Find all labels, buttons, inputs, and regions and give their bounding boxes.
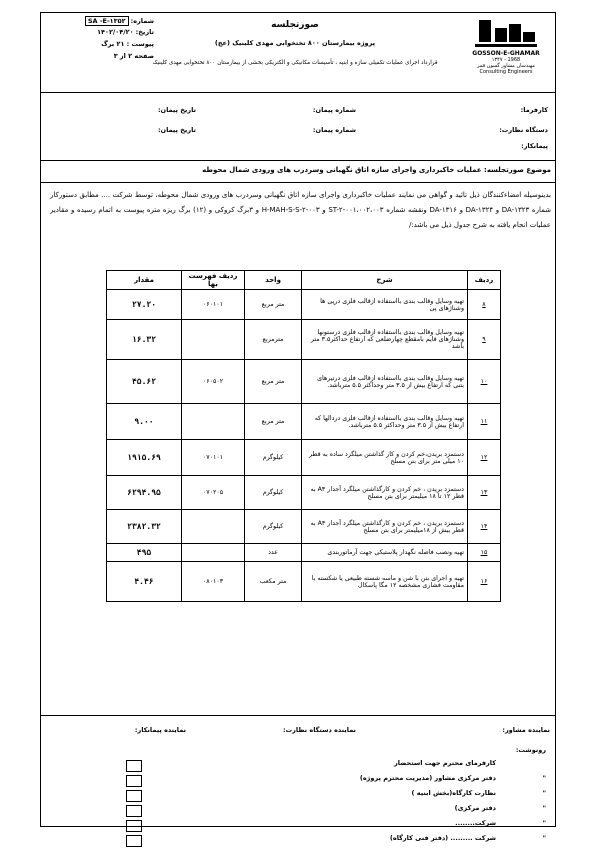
copy-item xyxy=(126,759,546,774)
logo-year: ۱۳۴۷ - 1968 xyxy=(491,57,521,63)
copy-ditto: " xyxy=(542,804,546,812)
copy-item xyxy=(126,774,546,789)
cell-row: ۹ xyxy=(468,320,501,360)
cell-qty: ۱۶.۳۲ xyxy=(107,320,182,360)
cell-code: ۰۷۰۲۰۵ xyxy=(182,476,245,510)
header xyxy=(40,12,556,93)
cell-unit: متر مربع xyxy=(245,360,302,404)
cell-qty: ۴.۴۶ xyxy=(107,562,182,602)
copy-ditto: " xyxy=(542,819,546,827)
quantities-table xyxy=(106,270,501,602)
copies-label: رونوشت: xyxy=(515,746,546,754)
table-row xyxy=(107,360,501,404)
cell-unit: متر مکعب xyxy=(245,562,302,602)
cell-unit: کیلوگرم xyxy=(245,440,302,476)
contract-date-1: تاریخ پیمان: xyxy=(157,106,196,114)
cell-code xyxy=(182,510,245,544)
cell-row: ۱۶ xyxy=(468,562,501,602)
project-name: پروژه بیمارستان ۸۰۰ تختخوابی مهدی کلینیک (عج) xyxy=(214,39,376,47)
table-row xyxy=(107,320,501,360)
copy-text: نظارت کارگاه(بخش ابنیه ) xyxy=(411,789,496,797)
cell-row: ۸ xyxy=(468,290,501,320)
cell-qty: ۲۳۸۲.۳۲ xyxy=(107,510,182,544)
cell-code xyxy=(182,404,245,440)
contract-no-2: شماره پیمان: xyxy=(312,126,356,134)
cell-desc: تهیه ونصب فاصله نگهدار پلاستیکی جهت آرماتوربندی xyxy=(302,544,468,562)
consultant-rep: نماینده مشاور: xyxy=(502,726,550,734)
copy-text: شرکت........ xyxy=(455,819,496,827)
cell-desc: تهیه وسایل وقالب بندی بااستفاده ازقالب فلزی درپی ها وشناژهای پی xyxy=(302,290,468,320)
cell-qty: ۴۵.۶۲ xyxy=(107,360,182,404)
table-row xyxy=(107,510,501,544)
divider xyxy=(40,182,556,183)
cell-qty: ۱۹۱۵.۶۹ xyxy=(107,440,182,476)
table-row xyxy=(107,476,501,510)
copy-checkbox[interactable] xyxy=(126,775,142,787)
cell-desc: تهیه وسایل وقالب بندی بااستفاده ازقالب فلزی درتیرهای بتنی که ارتفاع بیش از ۳.۵ متر وحداکثر ۵.۵ مترباشد. xyxy=(302,360,468,404)
contract-date-2: تاریخ پیمان: xyxy=(157,126,196,134)
copy-checkbox[interactable] xyxy=(126,790,142,802)
date-value: ۱۴۰۲/۰۴/۲۰ xyxy=(97,28,134,36)
cell-code: ۰۶۰۱۰۱ xyxy=(182,290,245,320)
cell-unit: عدد xyxy=(245,544,302,562)
copy-checkbox[interactable] xyxy=(126,760,142,772)
copy-text: دفتر مرکزی مشاور (مدیریت محترم پروژه) xyxy=(359,774,496,782)
cell-desc: تهیه و اجرای بتن با شن و ماسه شسته طبیعی یا شکسته با مقاومت فشاری مشخصه ۱۲ مگا پاسکال xyxy=(302,562,468,602)
table-row xyxy=(107,562,501,602)
cell-desc: تهیه وسایل وقالب بندی بااستفاده ازقالب فلزی دردالها که ارتفاع بیش از ۳.۵ متر وحداکثر ۵.۵ مترباشد. xyxy=(302,404,468,440)
cell-row: ۱۳ xyxy=(468,476,501,510)
cell-code xyxy=(182,544,245,562)
cell-row: ۱۰ xyxy=(468,360,501,404)
subject: موضوع صورتجلسه: عملیات خاکبرداری واجرای سازه اتاق نگهبانی وسردرب های ورودی شمال محوطه xyxy=(202,166,551,174)
cell-unit: متر مربع xyxy=(245,404,302,440)
contractor-label: پیمانکار: xyxy=(521,142,548,150)
date-label: تاریخ: xyxy=(135,28,154,36)
cell-row: ۱۴ xyxy=(468,510,501,544)
cell-code xyxy=(182,320,245,360)
cell-unit: مترمربع xyxy=(245,320,302,360)
copy-text: دفتر مرکزی) xyxy=(454,804,496,812)
table-row xyxy=(107,544,501,562)
col-qty: مقدار xyxy=(107,271,182,290)
cell-qty: ۹.۰۰ xyxy=(107,404,182,440)
cell-qty: ۶۲۹۴.۹۵ xyxy=(107,476,182,510)
cell-unit: کیلوگرم xyxy=(245,510,302,544)
page-number: صفحه ۲ از ۳ xyxy=(113,52,154,60)
col-row: ردیف xyxy=(468,271,501,290)
contract-name: قرارداد اجرای عملیات تکمیلی سازه و ابنیه ، تأسیسات مکانیکی و الکتریکی بخشی از بیمارستان ۸۰۰ تختخوابی مهدی کلینیک xyxy=(152,60,438,66)
copy-checkbox[interactable] xyxy=(126,805,142,817)
number-value: SA -E-۱۳۵۲ xyxy=(85,16,129,26)
logo-name: GOSSON-E-GHAMAR xyxy=(472,50,540,57)
logo-fa: مهندسان مشاور گسون قمر xyxy=(477,63,535,69)
company-logo xyxy=(462,16,550,86)
cell-desc: دستمزد بریدن ، خم کردن و کارگذاشتن میلگرد آجدار A۳ به قطر بیش از ۱۸میلیمتر برای بتن مسلح xyxy=(302,510,468,544)
col-code: ردیف فهرست بها xyxy=(182,271,245,290)
cell-row: ۱۲ xyxy=(468,440,501,476)
attachment-count: پیوست : ۲۱ برگ xyxy=(101,40,154,48)
cell-qty: ۲۷.۲۰ xyxy=(107,290,182,320)
cell-row: ۱۵ xyxy=(468,544,501,562)
copy-text: شرکت ......... (دفتر فنی کارگاه) xyxy=(389,834,496,842)
supervisor-label: دستگاه نظارت: xyxy=(499,126,548,134)
cell-unit: متر مربع xyxy=(245,290,302,320)
logo-en: Consulting Engineers xyxy=(479,69,533,75)
copy-ditto: " xyxy=(542,834,546,842)
number-label: شماره: xyxy=(130,17,154,25)
cell-row: ۱۱ xyxy=(468,404,501,440)
supervisor-rep: نماینده دستگاه نظارت: xyxy=(283,726,356,734)
cell-code: ۰۶۰۵۰۲ xyxy=(182,360,245,404)
copy-item xyxy=(126,804,546,819)
contract-info xyxy=(40,92,556,161)
cell-code: ۰۷۰۱۰۱ xyxy=(182,440,245,476)
cell-desc: دستمزد بریدن ، خم کردن و کارگذاشتن میلگرد آجدار A۳ به قطر ۱۲ تا ۱۸ میلیمتر برای بتن مسلح xyxy=(302,476,468,510)
page-title: صورتجلسه xyxy=(271,20,319,30)
copy-ditto: " xyxy=(542,774,546,782)
copies-list xyxy=(126,746,546,849)
employer-label: کارفرما: xyxy=(520,106,548,114)
contractor-rep: نماینده پیمانکار: xyxy=(134,726,186,734)
table-row xyxy=(107,404,501,440)
body-text: بدینوسیله امضاءکنندگان ذیل تائید و گواهی می نمایند عملیات خاکبرداری واجرای سازه اتاق نگهبانی وسردرب های ورودی شمال محوطه، توسط شرکت .... مطابق دستورکار شماره DA-۱۳۲۳ و DA-۱۳۲۴ و DA-۱۳۱۶ ونقشه شماره ST-۲-۰۰۱،۰۰۲،۰۰۳ و H-MAH-S-S-۲-۰۰۳ و ۳برگ کروکی و (۱۲) برگ ریزه متره پیوست به اتمام رسیده و مقادیر عملیات انجام یافته به شرح جدول ذیل می باشد:/ xyxy=(50,191,551,229)
table-row xyxy=(107,440,501,476)
cell-qty: ۴۹۵ xyxy=(107,544,182,562)
copy-checkbox[interactable] xyxy=(126,835,142,847)
header-meta xyxy=(44,16,154,64)
table-row xyxy=(107,290,501,320)
copy-text: کارفرمای محترم جهت استحضار xyxy=(393,759,496,767)
cell-desc: تهیه وسایل وقالب بندی بااستفاده ازقالب فلزی درستونها وشناژهای قایم بامقطع چهارضلعی که ارتفاع حداکثر۳.۵ متر باشد xyxy=(302,320,468,360)
copy-checkbox[interactable] xyxy=(126,820,142,832)
copy-item xyxy=(126,789,546,804)
contract-no-1: شماره پیمان: xyxy=(312,106,356,114)
copy-item xyxy=(126,819,546,834)
col-unit: واحد xyxy=(245,271,302,290)
footer xyxy=(40,715,556,842)
copy-ditto: " xyxy=(542,789,546,797)
col-desc: شرح xyxy=(302,271,468,290)
cell-code: ۰۸۰۱۰۳ xyxy=(182,562,245,602)
cell-unit: کیلوگرم xyxy=(245,476,302,510)
cell-desc: دستمزد بریدن،خم کردن و کار گذاشتن میلگرد ساده به قطر ۱۰ میلی متر برای بتن مسلح xyxy=(302,440,468,476)
